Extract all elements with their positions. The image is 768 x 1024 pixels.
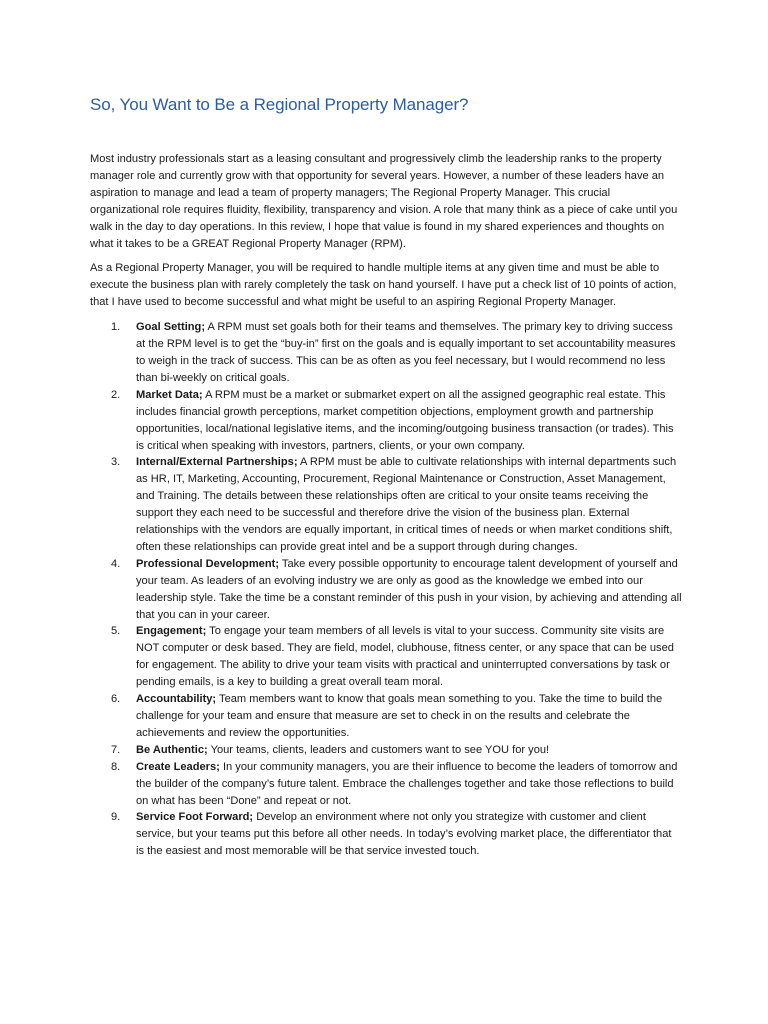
list-text: To engage your team members of all levels is vital to your success. Community site visits are NOT computer or desk based. They are field, model, clubhouse, fitness center, or any space that can be used for engagement. The ability to drive your team visits with practical and uninterrupted conversations by task or pending emails, is a key to building a great overall team moral. (136, 625, 674, 689)
list-term: Be Authentic; (136, 743, 208, 756)
list-number: 9. (111, 811, 121, 824)
list-number: 8. (111, 760, 121, 773)
list-text: A RPM must be a market or submarket expert on all the assigned geographic real estate. This includes financial growth perceptions, market competition objections, employment growth and partnership opportunities, local/national legislative items, and the incoming/outgoing business transaction (or trades). This is critical when speaking with investors, partners, clients, or your own company. (136, 388, 674, 452)
list-item (90, 319, 682, 387)
list-item (90, 742, 682, 759)
list-number: 4. (111, 557, 121, 570)
list-number: 7. (111, 743, 121, 756)
list-item (90, 759, 682, 810)
list-number: 5. (111, 625, 121, 638)
list-term: Accountability; (136, 693, 217, 706)
list-item (90, 556, 682, 624)
list-number: 6. (111, 693, 121, 706)
list-text: In your community managers, you are their influence to become the leaders of tomorrow and the builder of the company’s future talent. Embrace the challenges together and take those reflections to build on what has been “Done” and repeat or not. (136, 760, 678, 807)
list-item (90, 691, 682, 742)
list-term: Create Leaders; (136, 760, 220, 773)
list-term: Internal/External Partnerships; (136, 456, 298, 469)
action-checklist (90, 319, 682, 860)
list-text: A RPM must set goals both for their teams and themselves. The primary key to driving success at the RPM level is to get the “buy-in” first on the goals and is equally important to set accountability measures to weigh in the track of success. This can be as often as you feel necessary, but I would recommend no less than bi-weekly on critical goals. (136, 321, 676, 384)
list-item (90, 623, 682, 691)
list-term: Market Data; (136, 388, 203, 401)
list-item (90, 454, 682, 555)
list-number: 3. (111, 456, 121, 469)
list-text: Team members want to know that goals mean something to you. Take the time to build the challenge for your team and ensure that measure are set to check in on the results and celebrate the achievements and review the opportunities. (136, 693, 663, 739)
list-item (90, 387, 682, 455)
list-number: 2. (111, 388, 121, 401)
list-number: 1. (111, 321, 121, 334)
list-item (90, 809, 682, 860)
list-text: Develop an environment where not only you strategize with customer and client service, but your teams put this before all other needs. In today’s evolving market place, the differentiator that is the easiest and most memorable will be that service invested touch. (136, 811, 672, 858)
list-term: Engagement; (136, 625, 207, 638)
list-text: A RPM must be able to cultivate relationships with internal departments such as HR, IT, Marketing, Accounting, Procurement, Regional Maintenance or Construction, Asset Management, and Training. The details between these relationships often are critical to your onsite teams receiving the support they each need to be successful and therefore drive the vision of the business plan. External relationships with the vendors are equally important, in critical times of needs or when market conditions shift, often these relationships can provide great intel and be a support through during changes. (136, 456, 677, 553)
list-term: Professional Development; (136, 557, 280, 570)
document-page (90, 95, 682, 860)
list-term: Service Foot Forward; (136, 811, 254, 824)
list-text: Take every possible opportunity to encourage talent development of yourself and your team. As leaders of an evolving industry we are only as good as the knowledge we embed into our leadership style. Take the time be a constant reminder of this push in your vision, by achieving and attending all that you can in your career. (136, 557, 682, 621)
intro-paragraph: Most industry professionals start as a leasing consultant and progressively climb the leadership ranks to the property manager role and currently grow with that opportunity for several years. However, a number of these leaders have an aspiration to manage and lead a team of property managers; The Regional Property Manager. This crucial organizational role requires fluidity, flexibility, transparency and vision. A role that many think as a piece of cake until you walk in the day to day operations. In this review, I hope that value is found in my shared experiences and thoughts on what it takes to be a GREAT Regional Property Manager (RPM). (90, 153, 678, 250)
list-term: Goal Setting; (136, 321, 206, 334)
context-paragraph: As a Regional Property Manager, you will be required to handle multiple items at any given time and must be able to execute the business plan with rarely completely the task on hand yourself. I have put a check list of 10 points of action, that I have used to become successful and what might be useful to an aspiring Regional Property Manager. (90, 262, 677, 309)
page-title: So, You Want to Be a Regional Property Manager? (90, 95, 469, 114)
list-text: Your teams, clients, leaders and customers want to see YOU for you! (207, 743, 550, 756)
